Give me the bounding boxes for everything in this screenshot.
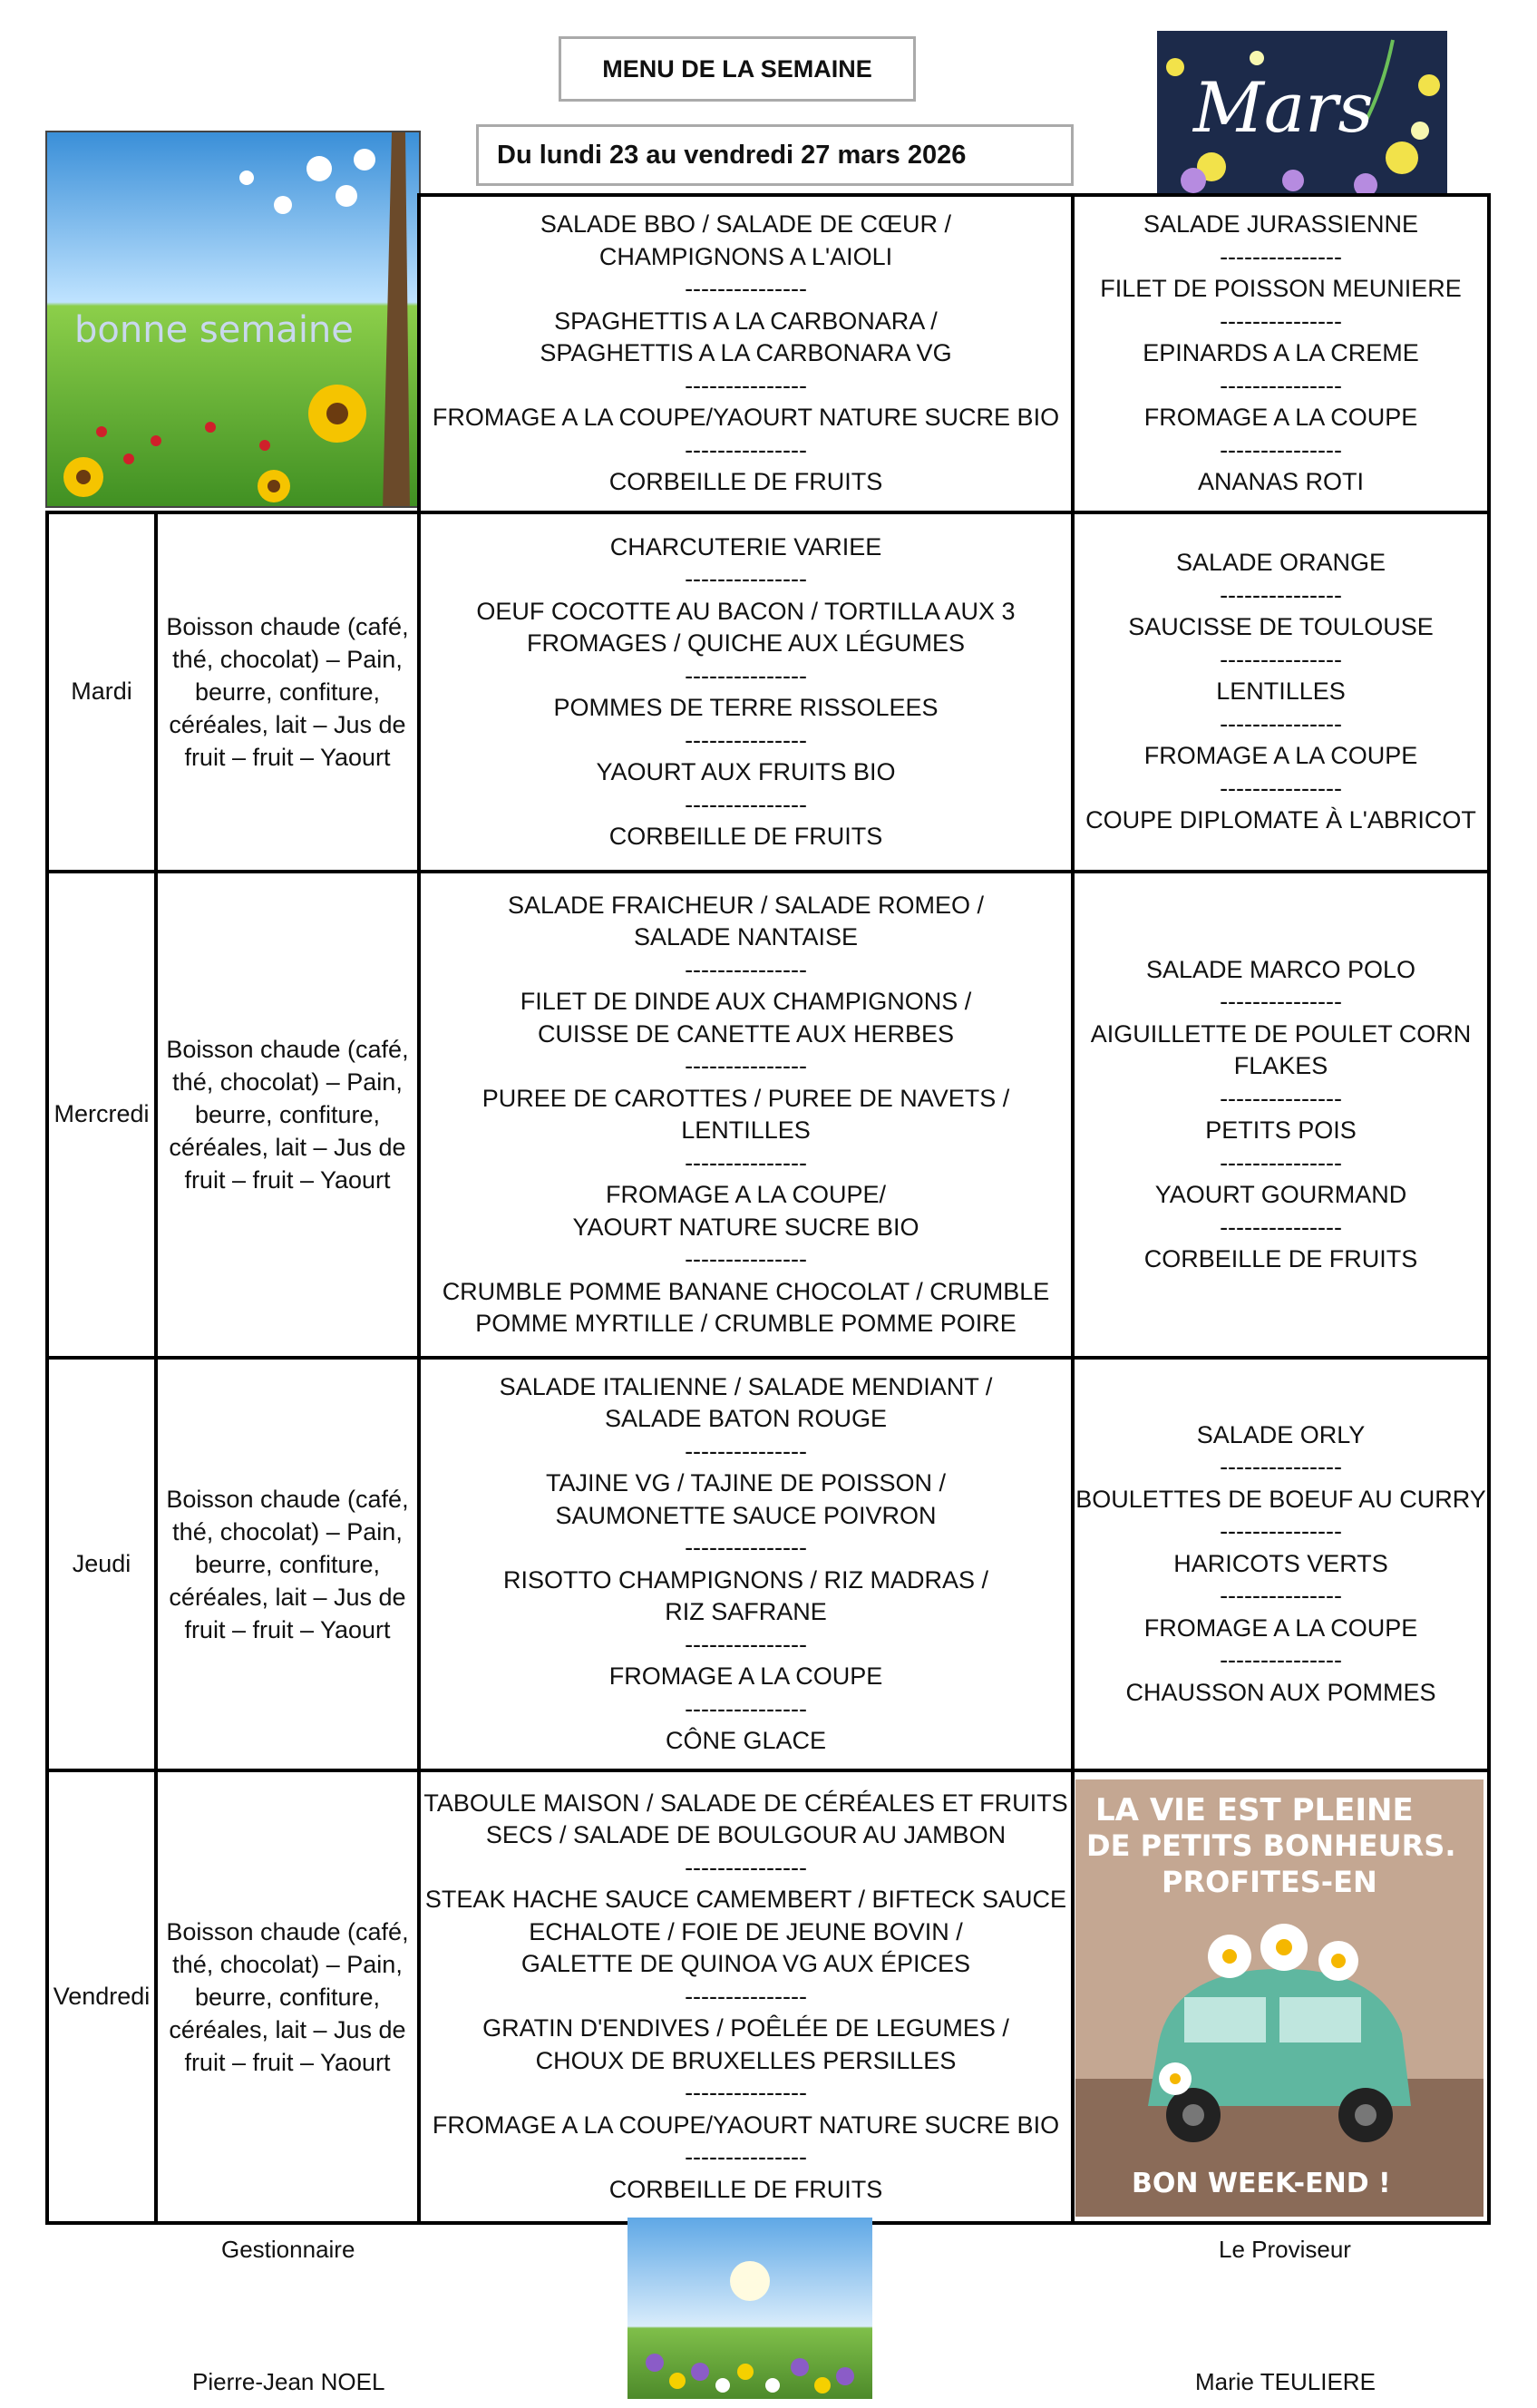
dinner-cell-jeudi: SALADE ORLY --------------- BOULETTES DE BOEUF AU CURRY --------------- HARICOTS VERTS --------------- FROMAGE A LA COUPE --------------- CHAUSSON AUX POMMES: [1075, 1420, 1486, 1706]
day-label-vendredi: Vendredi: [53, 1982, 151, 2010]
lunch-cell-mercredi: SALADE FRAICHEUR / SALADE ROMEO / SALADE NANTAISE --------------- FILET DE DINDE AUX CHAMPIGNONS / CUISSE DE CANETTE AUX HERBES --------------- PUREE DE CAROTTES / PUREE DE NAVETS / LENTILLES --------------- FROMAGE A LA COUPE/ YAOURT NATURE SUCRE BIO --------------- CRUMBLE POMME BANANE CHOCOLAT / CRUMBLE POMME MYRTILLE / CRUMBLE POMME POIRE: [442, 891, 1050, 1337]
bonne-semaine-image: [45, 131, 421, 508]
day-label-mercredi: Mercredi: [54, 1100, 150, 1128]
lunch-cell-jeudi: SALADE ITALIENNE / SALADE MENDIANT / SALADE BATON ROUGE --------------- TAJINE VG / TAJINE DE POISSON / SAUMONETTE SAUCE POIVRON --------------- RISOTTO CHAMPIGNONS / RIZ MADRAS / RIZ SAFRANE --------------- FROMAGE A LA COUPE --------------- CÔNE GLACE: [499, 1372, 993, 1754]
dinner-cell-mercredi: SALADE MARCO POLO --------------- AIGUILLETTE DE POULET CORN FLAKES --------------- PETITS POIS --------------- YAOURT GOURMAND --------------- CORBEILLE DE FRUITS: [1090, 955, 1472, 1272]
spring-flowers-image: [627, 2218, 872, 2399]
weekend-line-3: PROFITES-EN: [1162, 1865, 1377, 1899]
breakfast-cell-mardi: Boisson chaude (café, thé, chocolat) – Pain, beurre, confiture, céréales, lait – Jus de fruit – fruit – Yaourt: [166, 613, 409, 771]
breakfast-cell-jeudi: Boisson chaude (café, thé, chocolat) – Pain, beurre, confiture, céréales, lait – Jus de fruit – fruit – Yaourt: [166, 1485, 409, 1643]
weekend-line-1: LA VIE EST PLEINE: [1095, 1792, 1414, 1828]
day-label-jeudi: Jeudi: [72, 1549, 131, 1577]
gestionnaire-title: Gestionnaire: [221, 2236, 355, 2263]
dinner-cell-lundi: SALADE JURASSIENNE --------------- FILET DE POISSON MEUNIERE --------------- EPINARDS A LA CREME --------------- FROMAGE A LA COUPE --------------- ANANAS ROTI: [1100, 210, 1462, 496]
breakfast-cell-mercredi: Boisson chaude (café, thé, chocolat) – Pain, beurre, confiture, céréales, lait – Jus de fruit – fruit – Yaourt: [166, 1036, 409, 1194]
weekend-line-4: BON WEEK-END !: [1132, 2168, 1391, 2199]
breakfast-cell-vendredi: Boisson chaude (café, thé, chocolat) – Pain, beurre, confiture, céréales, lait – Jus de fruit – fruit – Yaourt: [166, 1917, 409, 2076]
weekend-line-2: DE PETITS BONHEURS.: [1086, 1828, 1456, 1863]
mars-banner-image: [1157, 31, 1447, 195]
page-title: MENU DE LA SEMAINE: [559, 36, 916, 102]
day-label-mardi: Mardi: [71, 678, 132, 706]
mars-banner-text: Mars: [1193, 67, 1374, 148]
bon-weekend-image: [1075, 1779, 1483, 2217]
lunch-cell-vendredi: TABOULE MAISON / SALADE DE CÉRÉALES ET FRUITS SECS / SALADE DE BOULGOUR AU JAMBON --------------- STEAK HACHE SAUCE CAMEMBERT / BIFTECK SAUCE ECHALOTE / FOIE DE JEUNE BOVIN / GALETTE DE QUINOA VG AUX ÉPICES --------------- GRATIN D'ENDIVES / POÊLÉE DE LEGUMES / CHOUX DE BRUXELLES PERSILLES --------------- FROMAGE A LA COUPE/YAOURT NATURE SUCRE BIO --------------- CORBEILLE DE FRUITS: [423, 1789, 1068, 2203]
dinner-cell-mardi: SALADE ORANGE --------------- SAUCISSE DE TOULOUSE --------------- LENTILLES --------------- FROMAGE A LA COUPE --------------- COUPE DIPLOMATE À L'ABRICOT: [1085, 549, 1476, 834]
lunch-cell-mardi: CHARCUTERIE VARIEE --------------- OEUF COCOTTE AU BACON / TORTILLA AUX 3 FROMAGES / QUICHE AUX LÉGUMES --------------- POMMES DE TERRE RISSOLEES --------------- YAOURT AUX FRUITS BIO --------------- CORBEILLE DE FRUITS: [476, 532, 1016, 850]
proviseur-name: Marie TEULIERE: [1195, 2368, 1376, 2395]
bonne-semaine-text: bonne semaine: [74, 309, 354, 351]
gestionnaire-name: Pierre-Jean NOEL: [192, 2368, 385, 2395]
date-range: Du lundi 23 au vendredi 27 mars 2026: [476, 124, 1074, 186]
lunch-cell-lundi: SALADE BBO / SALADE DE CŒUR / CHAMPIGNONS A L'AIOLI --------------- SPAGHETTIS A LA CARBONARA / SPAGHETTIS A LA CARBONARA VG --------------- FROMAGE A LA COUPE/YAOURT NATURE SUCRE BIO --------------- CORBEILLE DE FRUITS: [432, 210, 1060, 496]
proviseur-title: Le Proviseur: [1219, 2236, 1351, 2263]
